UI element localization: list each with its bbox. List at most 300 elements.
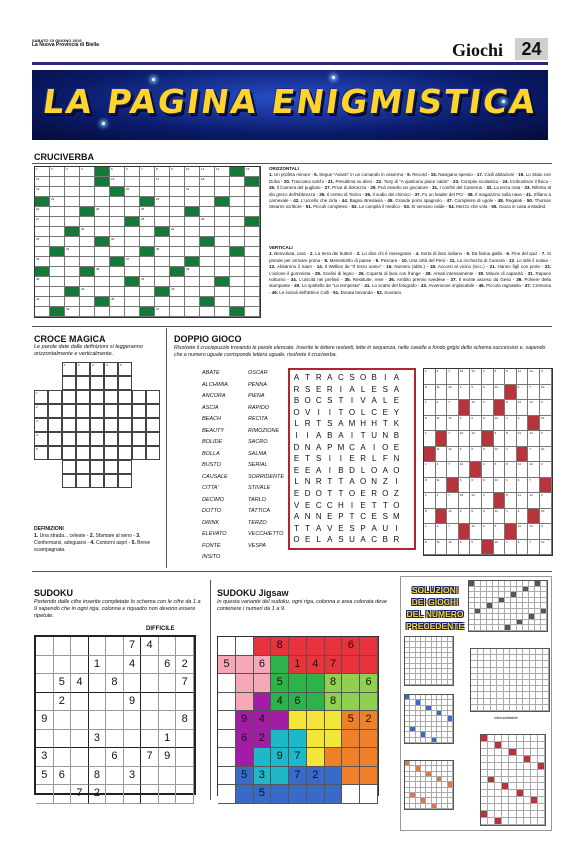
sudoku-cell[interactable]: 3 [36, 748, 54, 767]
jigsaw-cell[interactable]: 7 [325, 656, 343, 675]
crossword-cell[interactable] [80, 307, 95, 317]
crossword-cell[interactable] [155, 207, 170, 217]
crossword-cell[interactable] [125, 247, 140, 257]
crossword-cell[interactable] [155, 187, 170, 197]
jigsaw-cell[interactable]: 7 [289, 767, 307, 786]
coded-cell[interactable]: 13 [470, 400, 482, 416]
letter-cell[interactable]: O [293, 407, 300, 417]
croce-cell[interactable] [90, 446, 104, 460]
coded-cell[interactable]: 8 [505, 431, 517, 447]
jigsaw-cell[interactable] [360, 656, 378, 675]
sudoku-cell[interactable]: 3 [124, 767, 142, 786]
coded-cell[interactable]: 4 [517, 509, 529, 525]
crossword-cell[interactable] [35, 217, 50, 227]
coded-cell[interactable]: 8 [424, 540, 436, 556]
jigsaw-cell[interactable]: 2 [254, 730, 272, 749]
letter-cell[interactable]: T [305, 523, 311, 533]
letter-cell[interactable]: A [338, 430, 344, 440]
coded-cell[interactable]: 1 [424, 493, 436, 509]
coded-cell[interactable]: 10 [540, 509, 552, 525]
letter-cell[interactable]: S [349, 373, 355, 382]
croce-cell[interactable]: 4 [104, 362, 118, 376]
sudoku-cell[interactable]: 5 [54, 674, 72, 693]
coded-cell[interactable]: 5 [494, 524, 506, 540]
letter-cell[interactable]: T [338, 477, 344, 487]
crossword-cell[interactable] [185, 267, 200, 277]
croce-cell[interactable] [104, 460, 118, 474]
letter-cell[interactable]: A [349, 477, 355, 487]
coded-cell[interactable]: 6 [470, 447, 482, 463]
croce-cell[interactable] [104, 474, 118, 488]
sudoku-cell[interactable] [36, 637, 54, 656]
letter-cell[interactable]: E [293, 465, 300, 475]
crossword-cell[interactable] [50, 227, 65, 237]
crossword-cell[interactable] [230, 287, 245, 297]
crossword-cell[interactable] [185, 247, 200, 257]
coded-cell[interactable]: 1 [424, 462, 436, 478]
letter-cell[interactable]: I [339, 454, 343, 464]
coded-cell[interactable]: 3 [540, 493, 552, 509]
crossword-cell[interactable] [50, 187, 65, 197]
crossword-cell[interactable] [110, 167, 125, 177]
coded-cell[interactable]: 2 [482, 524, 494, 540]
coded-cell[interactable]: 13 [470, 524, 482, 540]
crossword-cell[interactable] [245, 187, 260, 197]
letter-cell[interactable]: V [327, 523, 333, 533]
crossword-cell[interactable] [140, 177, 155, 187]
sudoku-cell[interactable]: 4 [124, 656, 142, 675]
crossword-cell[interactable] [140, 287, 155, 297]
coded-cell[interactable]: 11 [436, 540, 448, 556]
crossword-cell[interactable] [80, 247, 95, 257]
coded-cell[interactable]: 12 [494, 447, 506, 463]
letter-cell[interactable]: B [293, 396, 300, 406]
crossword-cell[interactable] [155, 217, 170, 227]
coded-cell[interactable]: 8 [424, 509, 436, 525]
coded-cell[interactable]: 11 [517, 462, 529, 478]
crossword-cell[interactable] [200, 197, 215, 207]
letter-cell[interactable]: B [393, 430, 400, 440]
letter-cell[interactable]: P [360, 523, 366, 533]
letter-cell[interactable]: A [293, 512, 300, 522]
jigsaw-cell[interactable]: 9 [271, 748, 289, 767]
crossword-cell[interactable] [185, 287, 200, 297]
croce-cell[interactable] [132, 446, 146, 460]
letter-cell[interactable]: L [294, 419, 299, 429]
letter-cell[interactable]: T [382, 500, 388, 510]
crossword-cell[interactable] [125, 197, 140, 207]
coded-cell[interactable]: 6 [470, 478, 482, 494]
letter-cell[interactable]: L [383, 396, 388, 406]
coded-cell[interactable]: 8 [505, 462, 517, 478]
croce-cell[interactable] [48, 432, 62, 446]
croce-cell[interactable] [132, 390, 146, 404]
crossword-cell[interactable] [215, 297, 230, 307]
letter-cell[interactable]: E [393, 396, 400, 406]
sudoku-cell[interactable] [106, 693, 124, 712]
jigsaw-cell[interactable]: 9 [236, 711, 254, 730]
sudoku-cell[interactable] [54, 656, 72, 675]
sudoku-cell[interactable]: 7 [176, 674, 194, 693]
crossword-cell[interactable] [245, 237, 260, 247]
crossword-cell[interactable] [245, 247, 260, 257]
crossword-cell[interactable] [50, 217, 65, 227]
jigsaw-cell[interactable] [218, 637, 236, 656]
letter-cell[interactable]: E [360, 500, 366, 510]
letter-cell[interactable]: E [327, 512, 333, 522]
sudoku-cell[interactable]: 5 [36, 767, 54, 786]
croce-cell[interactable] [146, 446, 160, 460]
crossword-cell[interactable] [155, 267, 170, 277]
crossword-cell[interactable] [80, 167, 95, 177]
crossword-cell[interactable] [35, 297, 50, 307]
croce-cell[interactable] [76, 474, 90, 488]
letter-cell[interactable]: R [360, 454, 366, 464]
sudoku-cell[interactable]: 8 [89, 767, 107, 786]
letter-cell[interactable]: I [339, 384, 343, 394]
jigsaw-cell[interactable] [360, 693, 378, 712]
croce-cell[interactable] [48, 446, 62, 460]
crossword-cell[interactable] [245, 197, 260, 207]
croce-cell[interactable]: 1 [62, 362, 76, 376]
jigsaw-cell[interactable] [236, 748, 254, 767]
croce-cell[interactable] [62, 432, 76, 446]
letter-cell[interactable]: A [371, 523, 377, 533]
letter-cell[interactable]: T [338, 396, 344, 406]
letter-cell[interactable]: R [315, 373, 322, 382]
croce-cell[interactable] [118, 432, 132, 446]
crossword-cell[interactable] [50, 197, 65, 207]
jigsaw-cell[interactable] [360, 730, 378, 749]
crossword-cell[interactable] [230, 207, 245, 217]
coded-cell[interactable]: 7 [528, 478, 540, 494]
coded-cell[interactable]: 14 [528, 431, 540, 447]
coded-cell[interactable]: 11 [436, 416, 448, 432]
crossword-cell[interactable] [35, 187, 50, 197]
sudoku-cell[interactable] [159, 767, 177, 786]
coded-cell[interactable]: 11 [517, 493, 529, 509]
crossword-cell[interactable] [215, 267, 230, 277]
crossword-cell[interactable] [230, 257, 245, 267]
sudoku-cell[interactable]: 9 [124, 693, 142, 712]
sudoku-cell[interactable] [36, 674, 54, 693]
coded-cell[interactable]: 14 [447, 447, 459, 463]
crossword-cell[interactable] [170, 287, 185, 297]
crossword-grid[interactable] [34, 166, 261, 318]
letter-cell[interactable]: B [382, 535, 388, 545]
croce-cell[interactable] [62, 376, 76, 390]
crossword-cell[interactable] [215, 307, 230, 317]
sudoku-cell[interactable]: 7 [71, 785, 89, 804]
jigsaw-cell[interactable] [271, 767, 289, 786]
jigsaw-cell[interactable] [307, 748, 325, 767]
crossword-cell[interactable] [110, 227, 125, 237]
jigsaw-cell[interactable] [307, 711, 325, 730]
crossword-cell[interactable] [50, 167, 65, 177]
croce-cell[interactable] [104, 390, 118, 404]
crossword-cell[interactable] [35, 227, 50, 237]
crossword-cell[interactable] [65, 197, 80, 207]
croce-cell[interactable] [118, 474, 132, 488]
letter-cell[interactable]: U [349, 535, 355, 545]
sudoku-cell[interactable]: 1 [89, 656, 107, 675]
coded-cell[interactable]: 9 [482, 447, 494, 463]
coded-cell[interactable]: 8 [424, 416, 436, 432]
crossword-cell[interactable] [110, 217, 125, 227]
crossword-cell[interactable] [95, 257, 110, 267]
crossword-cell[interactable] [65, 297, 80, 307]
croce-cell[interactable] [90, 460, 104, 474]
coded-cell[interactable]: 14 [528, 493, 540, 509]
crossword-cell[interactable] [125, 167, 140, 177]
letter-cell[interactable]: A [316, 465, 322, 475]
crossword-cell[interactable] [35, 247, 50, 257]
crossword-cell[interactable] [215, 217, 230, 227]
crossword-cell[interactable] [170, 297, 185, 307]
sudoku-cell[interactable] [71, 693, 89, 712]
crossword-cell[interactable] [200, 187, 215, 197]
letter-cell[interactable]: A [316, 442, 322, 452]
crossword-cell[interactable] [200, 207, 215, 217]
letter-cell[interactable]: M [337, 442, 345, 452]
letter-cell[interactable]: N [304, 477, 311, 487]
coded-cell[interactable]: 3 [540, 431, 552, 447]
crossword-cell[interactable] [95, 247, 110, 257]
letter-cell[interactable]: E [360, 488, 366, 498]
letter-cell[interactable]: L [371, 454, 377, 464]
crossword-cell[interactable] [125, 297, 140, 307]
crossword-cell[interactable] [155, 167, 170, 177]
crossword-cell[interactable] [110, 307, 125, 317]
sudoku-cell[interactable] [54, 637, 72, 656]
sudoku-cell[interactable] [106, 637, 124, 656]
letter-cell[interactable]: S [327, 419, 333, 429]
crossword-cell[interactable] [80, 297, 95, 307]
crossword-cell[interactable] [50, 207, 65, 217]
coded-cell[interactable]: 1 [505, 447, 517, 463]
letter-cell[interactable]: E [338, 523, 344, 533]
jigsaw-cell[interactable] [218, 748, 236, 767]
jigsaw-cell[interactable]: 6 [254, 656, 272, 675]
jigsaw-cell[interactable] [307, 674, 325, 693]
letter-cell[interactable]: T [338, 407, 344, 417]
letter-cell[interactable]: I [328, 454, 331, 464]
sudoku-cell[interactable] [89, 711, 107, 730]
croce-cell[interactable] [90, 418, 104, 432]
jigsaw-cell[interactable] [289, 711, 307, 730]
coded-cell[interactable]: 10 [459, 431, 471, 447]
coded-cell[interactable]: 6 [470, 416, 482, 432]
crossword-cell[interactable] [170, 307, 185, 317]
crossword-cell[interactable] [155, 297, 170, 307]
jigsaw-cell[interactable]: 6 [289, 693, 307, 712]
sudoku-cell[interactable]: 8 [106, 674, 124, 693]
crossword-cell[interactable] [140, 207, 155, 217]
coded-cell[interactable]: 10 [540, 416, 552, 432]
crossword-cell[interactable] [80, 237, 95, 247]
crossword-cell[interactable] [65, 307, 80, 317]
letter-cell[interactable]: A [360, 442, 366, 452]
sudoku-cell[interactable] [159, 637, 177, 656]
letter-cell[interactable]: L [360, 407, 366, 417]
crossword-cell[interactable] [110, 237, 125, 247]
letter-cell[interactable]: N [393, 454, 400, 464]
coded-cell[interactable]: 3 [459, 416, 471, 432]
letter-cell[interactable]: R [293, 384, 300, 394]
crossword-cell[interactable] [125, 287, 140, 297]
crossword-cell[interactable] [200, 277, 215, 287]
sudoku-cell[interactable] [141, 730, 159, 749]
coded-cell[interactable]: 5 [494, 369, 506, 385]
jigsaw-cell[interactable] [289, 674, 307, 693]
sudoku-cell[interactable] [176, 748, 194, 767]
coded-cell[interactable]: 7 [528, 385, 540, 401]
letter-cell[interactable]: T [360, 430, 366, 440]
croce-cell[interactable] [132, 418, 146, 432]
crossword-cell[interactable] [65, 267, 80, 277]
letter-cell[interactable]: I [295, 430, 298, 440]
jigsaw-cell[interactable] [307, 693, 325, 712]
letter-cell[interactable]: I [328, 407, 331, 417]
letter-cell[interactable]: I [306, 430, 309, 440]
jigsaw-cell[interactable]: 1 [289, 656, 307, 675]
crossword-cell[interactable] [155, 277, 170, 287]
sudoku-cell[interactable] [176, 730, 194, 749]
coded-cell[interactable]: 7 [447, 524, 459, 540]
sudoku-cell[interactable]: 6 [159, 656, 177, 675]
letter-cell[interactable]: T [316, 419, 322, 429]
jigsaw-cell[interactable] [254, 674, 272, 693]
crossword-cell[interactable] [200, 167, 215, 177]
letter-cell[interactable]: E [371, 384, 377, 394]
croce-cell[interactable] [48, 418, 62, 432]
coded-cell[interactable]: 10 [540, 540, 552, 556]
croce-cell[interactable] [90, 474, 104, 488]
crossword-cell[interactable] [170, 247, 185, 257]
crossword-cell[interactable] [110, 267, 125, 277]
crossword-cell[interactable] [215, 247, 230, 257]
word-search-grid[interactable] [288, 368, 416, 550]
letter-cell[interactable]: C [315, 500, 322, 510]
coded-cell[interactable]: 8 [505, 493, 517, 509]
letter-cell[interactable]: O [304, 396, 311, 406]
sudoku-cell[interactable]: 1 [159, 730, 177, 749]
jigsaw-cell[interactable] [325, 748, 343, 767]
crossword-cell[interactable] [35, 177, 50, 187]
coded-cell[interactable]: 14 [528, 462, 540, 478]
crossword-cell[interactable] [185, 177, 200, 187]
crossword-cell[interactable] [155, 237, 170, 247]
crossword-cell[interactable] [80, 197, 95, 207]
letter-cell[interactable]: T [327, 488, 333, 498]
coded-cell[interactable]: 4 [436, 462, 448, 478]
crossword-cell[interactable] [170, 197, 185, 207]
coded-cell[interactable]: 13 [470, 369, 482, 385]
crossword-cell[interactable] [80, 277, 95, 287]
letter-cell[interactable]: I [350, 430, 354, 440]
coded-cell[interactable]: 11 [436, 447, 448, 463]
coded-cell[interactable]: 14 [528, 524, 540, 540]
sudoku-cell[interactable]: 2 [176, 656, 194, 675]
jigsaw-cell[interactable] [236, 637, 254, 656]
crossword-cell[interactable] [65, 207, 80, 217]
crossword-cell[interactable] [230, 197, 245, 207]
coded-cell[interactable]: 10 [459, 493, 471, 509]
crossword-cell[interactable] [80, 177, 95, 187]
letter-cell[interactable]: D [293, 442, 300, 452]
coded-cell[interactable]: 3 [540, 369, 552, 385]
crossword-cell[interactable] [140, 237, 155, 247]
letter-cell[interactable]: T [382, 419, 388, 429]
sudoku-cell[interactable]: 6 [106, 748, 124, 767]
croce-cell[interactable] [76, 460, 90, 474]
croce-cell[interactable] [48, 404, 62, 418]
sudoku-cell[interactable]: 2 [89, 785, 107, 804]
croce-cell[interactable]: 3 [34, 418, 48, 432]
crossword-cell[interactable] [95, 187, 110, 197]
croce-cell[interactable] [132, 432, 146, 446]
letter-cell[interactable]: B [338, 465, 344, 475]
crossword-cell[interactable] [65, 187, 80, 197]
crossword-cell[interactable] [215, 167, 230, 177]
jigsaw-cell[interactable] [342, 693, 360, 712]
sudoku-cell[interactable] [106, 785, 124, 804]
letter-cell[interactable]: B [327, 430, 333, 440]
jigsaw-cell[interactable] [254, 637, 272, 656]
letter-cell[interactable]: A [349, 384, 355, 394]
crossword-cell[interactable] [245, 307, 260, 317]
sudoku-cell[interactable] [54, 748, 72, 767]
coded-cell[interactable]: 1 [505, 540, 517, 556]
crossword-cell[interactable] [245, 257, 260, 267]
coded-cell[interactable]: 7 [447, 431, 459, 447]
letter-cell[interactable]: L [316, 535, 321, 545]
coded-cell[interactable]: 8 [424, 478, 436, 494]
croce-cell[interactable] [62, 446, 76, 460]
croce-cell[interactable] [76, 376, 90, 390]
letter-cell[interactable]: O [348, 488, 356, 498]
coded-cell[interactable]: 7 [447, 369, 459, 385]
sudoku-cell[interactable]: 8 [176, 711, 194, 730]
croce-cell[interactable]: 1 [34, 390, 48, 404]
jigsaw-cell[interactable]: 2 [307, 767, 325, 786]
coded-cell[interactable]: 4 [517, 416, 529, 432]
crossword-cell[interactable] [110, 297, 125, 307]
crossword-cell[interactable] [155, 307, 170, 317]
croce-cell[interactable] [90, 404, 104, 418]
coded-cell[interactable]: 2 [482, 493, 494, 509]
crossword-cell[interactable] [110, 207, 125, 217]
letter-cell[interactable]: D [304, 488, 311, 498]
sudoku-cell[interactable] [36, 693, 54, 712]
crossword-cell[interactable] [170, 277, 185, 287]
crossword-cell[interactable] [170, 237, 185, 247]
letter-cell[interactable]: R [393, 535, 400, 545]
sudoku-cell[interactable] [159, 693, 177, 712]
crossword-cell[interactable] [230, 177, 245, 187]
coded-cell[interactable]: 1 [424, 431, 436, 447]
sudoku-cell[interactable] [71, 748, 89, 767]
crossword-cell[interactable] [215, 237, 230, 247]
jigsaw-cell[interactable]: 5 [218, 656, 236, 675]
jigsaw-cell[interactable] [218, 767, 236, 786]
sudoku-cell[interactable] [124, 785, 142, 804]
croce-cell[interactable] [76, 446, 90, 460]
coded-cell[interactable]: 14 [447, 540, 459, 556]
coded-cell[interactable]: 4 [436, 524, 448, 540]
crossword-cell[interactable] [125, 307, 140, 317]
coded-cell[interactable]: 11 [436, 385, 448, 401]
